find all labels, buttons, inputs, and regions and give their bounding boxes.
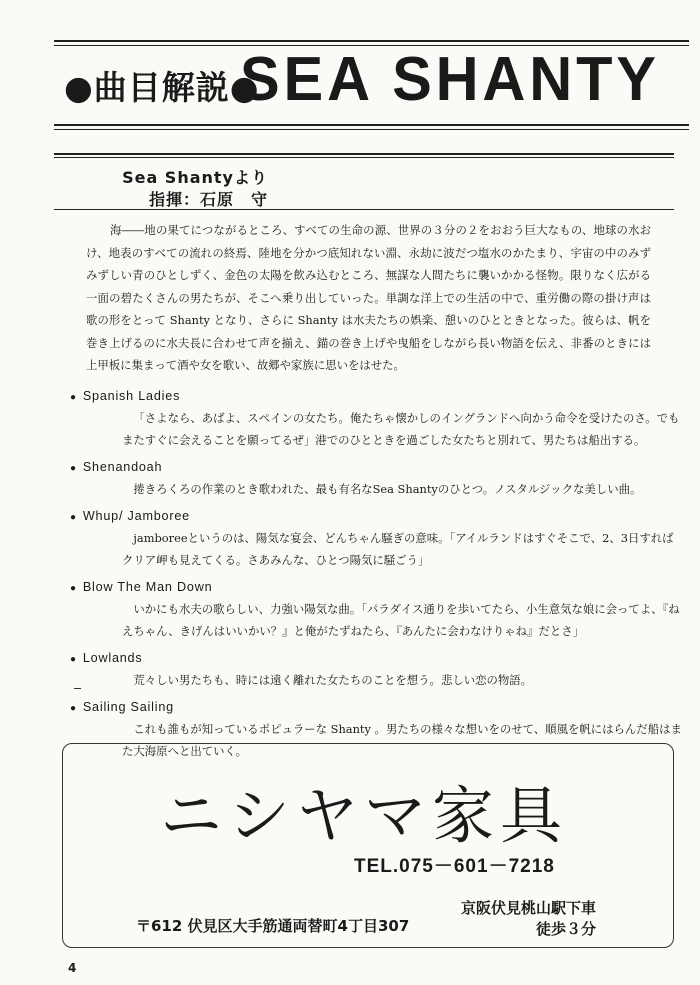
- ad-access-walk: 徒歩３分: [535, 920, 596, 938]
- song-description: 「さよなら、あばよ、スペインの女たち。俺たちゃ懐かしのイングランドへ向かう命令を受けたのさ。でもまたすぐに会えることを願ってるぜ」港でのひとときを過ごした女たちと別れて、男たちは船出する。: [122, 411, 680, 447]
- page-number: 4: [68, 961, 77, 975]
- song-title: Shenandoah: [82, 460, 163, 474]
- header-subtitle: ●曲目解説●: [64, 68, 260, 107]
- bullet-icon: ●: [70, 654, 77, 665]
- margin-mark: [74, 688, 81, 689]
- header-bottom-rule-2: [54, 129, 689, 130]
- song-item: [70, 386, 680, 451]
- bullet-icon: ●: [70, 703, 77, 714]
- song-title: Whup/ Jamboree: [82, 509, 190, 523]
- song-item: [70, 457, 670, 500]
- ad-store-name: ニシヤマ家具: [160, 779, 569, 852]
- song-description: 捲きろくろの作業のとき歌われた、最も有名なSea Shantyのひとつ。ノスタルジックな美しい曲。: [133, 482, 642, 496]
- song-description: jamboreeというのは、陽気な宴会、どんちゃん騒ぎの意味。「アイルランドはすぐそこで、2、3日すればクリア岬も見えてくる。さあみんな、ひとつ陽気に騒ごう」: [122, 531, 674, 567]
- song-item: [70, 506, 674, 571]
- ad-address: 〒612 伏見区大手筋通両替町4丁目307: [136, 917, 410, 935]
- page-title: SEA SHANTY: [240, 45, 660, 114]
- song-title: Lowlands: [82, 651, 143, 665]
- song-item: [70, 577, 680, 642]
- section-top-rule-2: [54, 157, 674, 158]
- intro-paragraph: 海――地の果てにつながるところ、すべての生命の源、世界の３分の２をおおう巨大なもの、地球の水おけ、地表のすべての流れの終焉、陸地を分かつ底知れない淵、永劫に波だつ塩水のかたまり、宇宙の中のみずみずしい青のひとしずく、金色の太陽を飲み込むところ、無謀な人間たちに襲いかかる怪物。限りなく広がる一面の碧たくさんの男たちが、そこへ乗り出していった。単調な洋上での生活の中で、重労働の際の掛け声は歌の形をとって Shanty となり、さらに Shanty は水夫たちの娯楽、憩いのひとときとなった。彼らは、帆を巻き上げるのに水夫長に合わせて声を揃え、錨の巻き上げや曳船をしながら長い物語を伝え、非番のときには上甲板に集まって酒や女を歌い、故郷や家族に思いをはせた。: [86, 223, 651, 372]
- ad-telephone: TEL.075－601－7218: [354, 856, 555, 877]
- song-title: Spanish Ladies: [82, 389, 181, 403]
- header-top-rule: [54, 40, 689, 42]
- song-description: これも誰もが知っているポピュラーな Shanty 。男たちの様々な想いをのせて、順風を帆にはらんだ船はまた大海原へと出ていく。: [122, 722, 682, 758]
- song-list: [70, 386, 682, 768]
- song-description: 荒々しい男たちも、時には遠く離れた女たちのことを想う。悲しい恋の物語。: [133, 673, 533, 687]
- section-conductor: 指揮：石原 守: [148, 190, 268, 209]
- header-bottom-rule: [54, 124, 689, 126]
- song-item: [70, 648, 670, 691]
- bullet-icon: ●: [70, 392, 77, 403]
- section-bottom-rule: [54, 209, 674, 210]
- section-source: Sea Shantyより: [122, 168, 268, 187]
- song-title: Sailing Sailing: [82, 700, 174, 714]
- song-title: Blow The Man Down: [82, 580, 213, 594]
- ad-access-station: 京阪伏見桃山駅下車: [460, 899, 596, 917]
- bullet-icon: ●: [70, 463, 77, 474]
- bullet-icon: ●: [70, 512, 77, 523]
- song-description: いかにも水夫の歌らしい、力強い陽気な曲。「パラダイス通りを歩いてたら、小生意気な娘に会ってよ、『ねえちゃん、きげんはいいかい？』と俺がたずねたら、『あんたに会わなけりゃね』だとさ」: [122, 602, 680, 638]
- section-top-rule: [54, 153, 674, 155]
- bullet-icon: ●: [70, 583, 77, 594]
